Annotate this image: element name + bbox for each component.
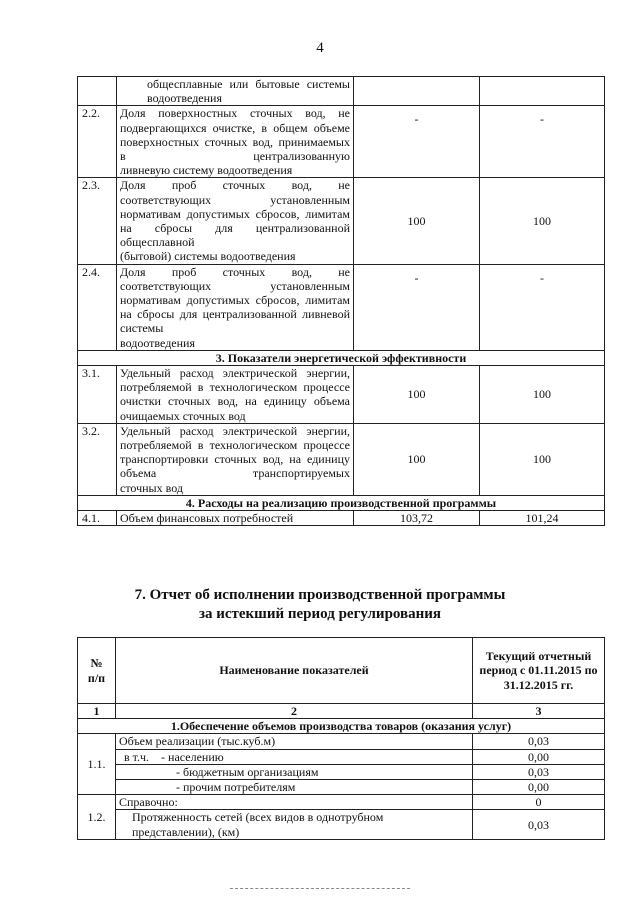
- heading-line-1: 7. Отчет об исполнении производственной программы: [134, 587, 506, 603]
- table-row: [78, 749, 605, 764]
- table-row: [78, 511, 605, 526]
- indicator-name: Доля проб сточных вод, не соответствующих установленным нормативам допустимых сбросов, лимитам на сбросы для централизованной общесплавной (бытовой) системы водоотведения: [117, 178, 354, 264]
- report-table: [77, 637, 605, 840]
- indicator-name: в т.ч. - населению: [116, 749, 473, 764]
- indicator-name: Объем реализации (тыс.куб.м): [116, 734, 473, 749]
- table-row: [78, 810, 605, 839]
- page-number: 4: [316, 40, 324, 56]
- value-cell: 100: [480, 178, 605, 264]
- table-row: [78, 795, 605, 810]
- value-cell: 100: [354, 423, 480, 495]
- column-number: 3: [473, 704, 605, 719]
- row-number: 2.2.: [78, 106, 117, 178]
- value-cell: 101,24: [480, 511, 605, 526]
- value-cell: 100: [480, 423, 605, 495]
- value-cell: 0,00: [473, 749, 605, 764]
- indicator-name: - бюджетным организациям: [116, 764, 473, 779]
- section-row: [78, 350, 605, 365]
- indicator-name: Доля проб сточных вод, не соответствующих установленным нормативам допустимых сбросов, лимитам на сбросы для централизованной ливневой системы водоотведения: [117, 264, 354, 350]
- row-number: 4.1.: [78, 511, 117, 526]
- row-number: 3.2.: [78, 423, 117, 495]
- row-number: 2.4.: [78, 264, 117, 350]
- section-title: 1.Обеспечение объемов производства товаров (оказания услуг): [78, 719, 605, 734]
- section-title: 3. Показатели энергетической эффективности: [78, 350, 605, 365]
- heading-line-2: за истекший период регулирования: [198, 606, 442, 622]
- header-row: [78, 638, 605, 704]
- table-row: [78, 178, 605, 264]
- indicator-name: Объем финансовых потребностей: [117, 511, 354, 526]
- table-row: [78, 264, 605, 350]
- value-cell: 100: [480, 366, 605, 424]
- value-cell: 103,72: [354, 511, 480, 526]
- header-period: Текущий отчетный период с 01.11.2015 по 31.12.2015 гг.: [473, 638, 605, 704]
- row-number: [78, 77, 117, 106]
- value-cell: -: [354, 264, 480, 350]
- section-row: [78, 719, 605, 734]
- row-number: 2.3.: [78, 178, 117, 264]
- value-cell: 0,03: [473, 734, 605, 749]
- indicator-name: Справочно:: [116, 795, 473, 810]
- row-number: 1.1.: [78, 734, 116, 795]
- value-cell: 0,03: [473, 810, 605, 839]
- table-row: [78, 77, 605, 106]
- value-cell: -: [480, 264, 605, 350]
- indicator-name: Удельный расход электрической энергии, потребляемой в технологическом процессе очистки сточных вод, на единицу объема очищаемых сточных вод: [117, 366, 354, 424]
- table-row: [78, 366, 605, 424]
- value-cell: 0: [473, 795, 605, 810]
- table-row: [78, 106, 605, 178]
- indicator-name: - прочим потребителям: [116, 780, 473, 795]
- scan-edge-line: [230, 888, 410, 889]
- section-heading: [0, 586, 640, 624]
- column-number: 2: [116, 704, 473, 719]
- value-cell: 100: [354, 178, 480, 264]
- section-title: 4. Расходы на реализацию производственной программы: [78, 495, 605, 510]
- value-cell: 100: [354, 366, 480, 424]
- table-row: [78, 423, 605, 495]
- column-number: 1: [78, 704, 116, 719]
- indicator-name: Удельный расход электрической энергии, потребляемой в технологическом процессе транспортировки сточных вод, на единицу объема транспортируемых сточных вод: [117, 423, 354, 495]
- value-cell: [354, 77, 480, 106]
- indicators-table: [77, 76, 605, 526]
- row-number: 3.1.: [78, 366, 117, 424]
- indicator-name: общесплавные или бытовые системы водоотведения: [117, 77, 354, 106]
- table-row: [78, 764, 605, 779]
- value-cell: [480, 77, 605, 106]
- table-row: [78, 734, 605, 749]
- column-number-row: [78, 704, 605, 719]
- value-cell: 0,00: [473, 780, 605, 795]
- header-number: № п/п: [78, 638, 116, 704]
- indicator-name: Доля поверхностных сточных вод, не подвергающихся очистке, в общем объеме поверхностных сточных вод, принимаемых в централизованную ливневую систему водоотведения: [117, 106, 354, 178]
- indicator-name: Протяженность сетей (всех видов в однотрубном представлении), (км): [116, 810, 473, 839]
- table-row: [78, 780, 605, 795]
- section-row: [78, 495, 605, 510]
- header-name: Наименование показателей: [116, 638, 473, 704]
- value-cell: -: [354, 106, 480, 178]
- value-cell: -: [480, 106, 605, 178]
- value-cell: 0,03: [473, 764, 605, 779]
- row-number: 1.2.: [78, 795, 116, 840]
